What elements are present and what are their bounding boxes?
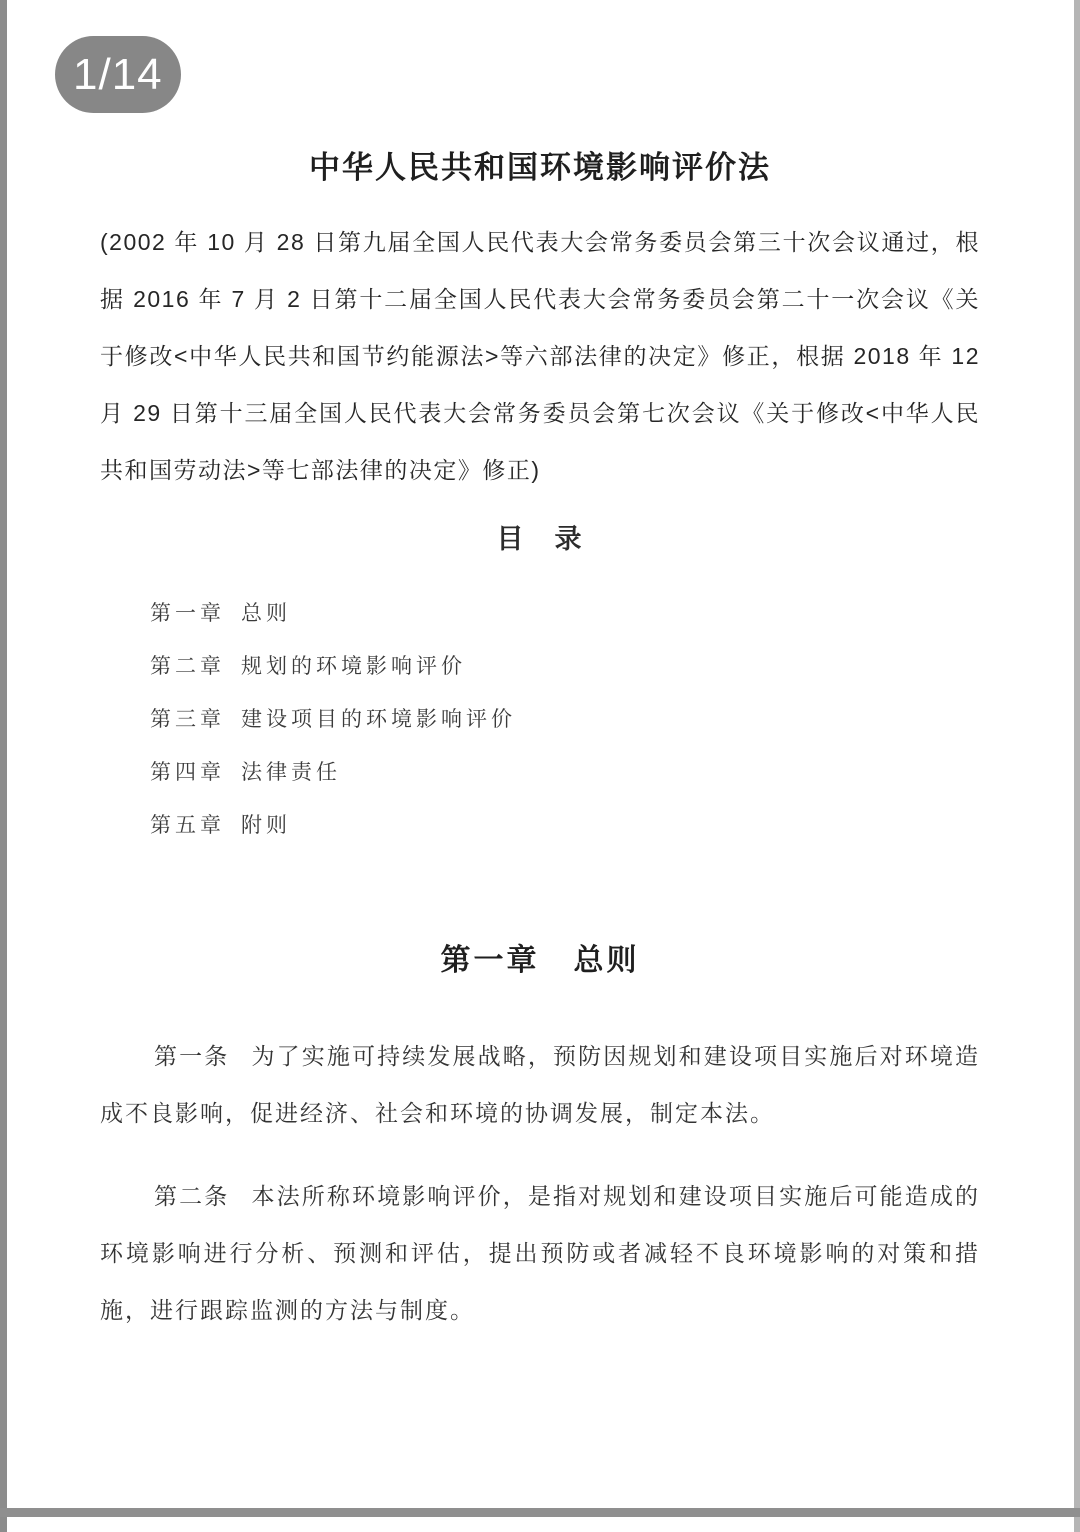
article-2-paragraph <box>100 1168 980 1339</box>
document-title: 中华人民共和国环境影响评价法 <box>309 150 771 185</box>
article-2-text: 本法所称环境影响评价，是指对规划和建设项目实施后可能造成的环境影响进行分析、预测和评估，提出预防或者减轻不良环境影响的对策和措施，进行跟踪监测的方法与制度。 <box>100 1183 981 1323</box>
preamble-paragraph: (2002 年 10 月 28 日第九届全国人民代表大会常务委员会第三十次会议通过，根据 2016 年 7 月 2 日第十二届全国人民代表大会常务委员会第二十一次会议《关于修改<中华人民共和国节约能源法>等六部法律的决定》修正，根据 2018 年 12 月 29 日第十三届全国人民代表大会常务委员会第七次会议《关于修改<中华人民共和国劳动法>等七部法律的决定》修正) <box>100 229 980 483</box>
viewer-left-gutter <box>0 0 7 1532</box>
article-1-paragraph <box>100 1028 980 1142</box>
chapter-title: 总则 <box>573 944 640 977</box>
toc-chapter-number: 第四章 <box>150 761 225 784</box>
toc-chapter-title: 附则 <box>241 814 291 837</box>
toc-chapter-number: 第一章 <box>150 602 225 625</box>
toc-chapter-title: 法律责任 <box>241 761 341 784</box>
toc-chapter-number: 第三章 <box>150 708 225 731</box>
toc-item-chapter-5 <box>150 799 980 852</box>
page-number-badge: 1/14 <box>55 36 181 113</box>
toc-item-chapter-1 <box>150 587 980 640</box>
document-page <box>100 0 980 1339</box>
chapter-number: 第一章 <box>440 944 540 977</box>
chapter-1-body <box>100 1028 980 1339</box>
toc-chapter-title: 规划的环境影响评价 <box>241 655 466 678</box>
toc-chapter-title: 建设项目的环境影响评价 <box>241 708 516 731</box>
toc-chapter-number: 第五章 <box>150 814 225 837</box>
article-1-label: 第一条 <box>154 1043 230 1069</box>
toc-list <box>150 587 980 852</box>
article-2-label: 第二条 <box>154 1183 230 1209</box>
toc-item-chapter-4 <box>150 746 980 799</box>
page-break-divider <box>0 1508 1080 1517</box>
viewer-right-gutter <box>1074 0 1080 1532</box>
chapter-1-heading <box>100 940 980 982</box>
toc-item-chapter-2 <box>150 640 980 693</box>
toc-chapter-number: 第二章 <box>150 655 225 678</box>
toc-item-chapter-3 <box>150 693 980 746</box>
toc-chapter-title: 总则 <box>241 602 291 625</box>
article-1-text: 为了实施可持续发展战略，预防因规划和建设项目实施后对环境造成不良影响，促进经济、社会和环境的协调发展，制定本法。 <box>100 1043 981 1126</box>
toc-heading: 目 录 <box>496 524 584 554</box>
